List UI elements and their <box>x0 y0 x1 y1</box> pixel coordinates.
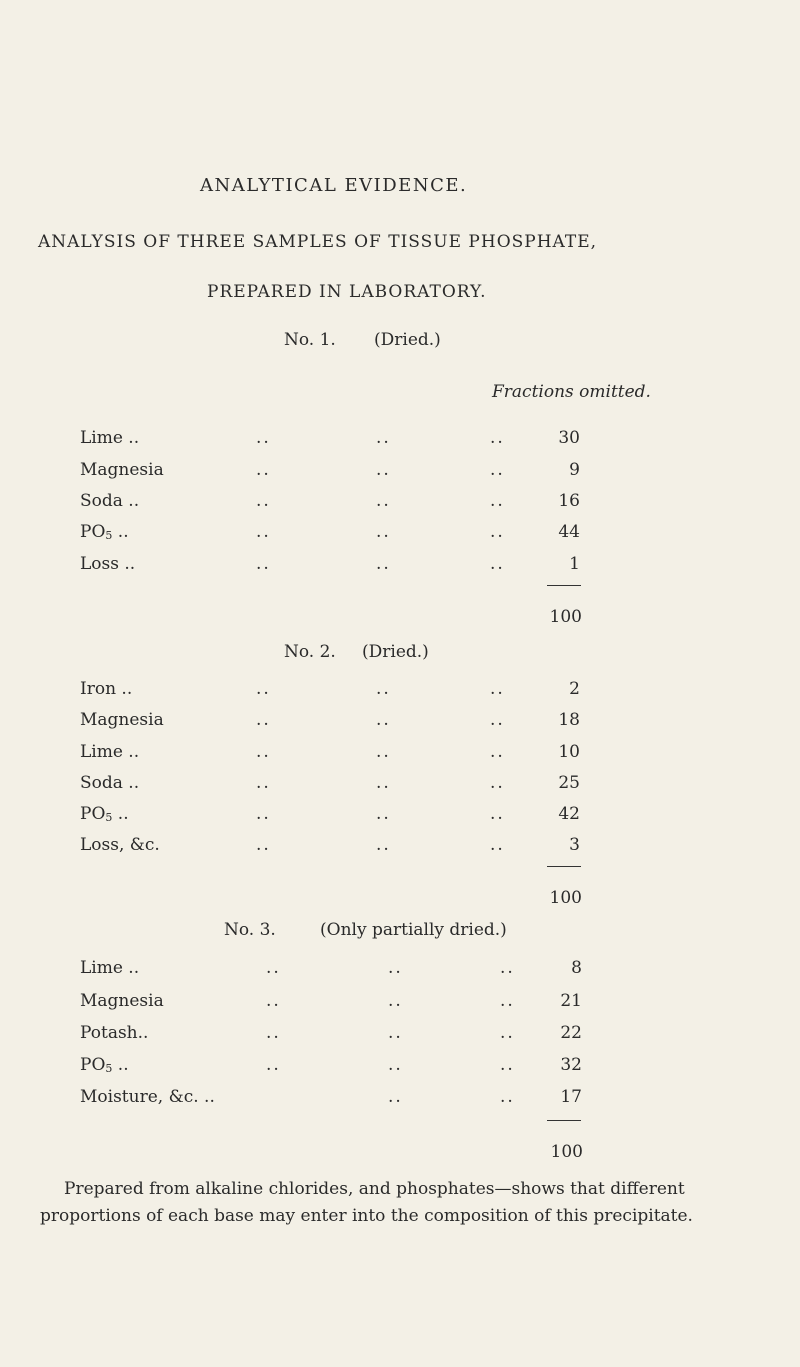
leader-dots: .. <box>256 679 271 699</box>
leader-dots: .. <box>376 679 391 699</box>
row-value: 22 <box>560 1023 582 1043</box>
leader-dots: .. <box>490 773 505 793</box>
row-label: Moisture, &c. .. <box>80 1087 215 1107</box>
row-label: Magnesia <box>80 991 164 1011</box>
leader-dots: .. <box>256 522 271 542</box>
leader-dots: .. <box>490 491 505 511</box>
leader-dots: .. <box>500 991 515 1011</box>
footer-note: Prepared from alkaline chlorides, and phosphates—shows that different proportions of each base may enter into the composition of this precipitate. <box>40 1179 693 1226</box>
leader-dots: .. <box>256 460 271 480</box>
leader-dots: .. <box>490 460 505 480</box>
row-label: $PO_5$ .. <box>80 1055 129 1075</box>
row-value: 3 <box>569 835 580 855</box>
sum-rule <box>547 585 581 586</box>
sample-3-number: No. 3. <box>224 920 276 940</box>
row-value: 30 <box>558 428 580 448</box>
sum-rule <box>547 1120 581 1121</box>
leader-dots: .. <box>376 773 391 793</box>
leader-dots: .. <box>490 804 505 824</box>
leader-dots: .. <box>266 1055 281 1075</box>
fractions-note: Fractions omitted. <box>492 382 651 402</box>
leader-dots: .. <box>500 1055 515 1075</box>
sample-2-number: No. 2. <box>284 642 336 662</box>
leader-dots: .. <box>256 710 271 730</box>
row-value: 18 <box>558 710 580 730</box>
leader-dots: .. <box>500 1023 515 1043</box>
row-value: 21 <box>560 991 582 1011</box>
row-label: Lime .. <box>80 958 140 978</box>
row-label: $PO_5$ .. <box>80 522 129 542</box>
sum-rule <box>547 866 581 867</box>
page-title: ANALYTICAL EVIDENCE. <box>200 175 468 196</box>
leader-dots: .. <box>256 773 271 793</box>
leader-dots: .. <box>376 804 391 824</box>
row-value: 16 <box>558 491 580 511</box>
sample-3-condition: (Only partially dried.) <box>320 920 507 940</box>
leader-dots: .. <box>376 522 391 542</box>
leader-dots: .. <box>490 835 505 855</box>
row-value: 10 <box>558 742 580 762</box>
row-label: Soda .. <box>80 773 140 793</box>
leader-dots: .. <box>388 991 403 1011</box>
leader-dots: .. <box>256 554 271 574</box>
sample-total: 100 <box>550 1142 583 1162</box>
leader-dots: .. <box>266 1023 281 1043</box>
row-value: 44 <box>558 522 580 542</box>
row-label: Loss, &c. <box>80 835 160 855</box>
sample-2-condition: (Dried.) <box>362 642 429 662</box>
row-label: Iron .. <box>80 679 133 699</box>
leader-dots: .. <box>490 710 505 730</box>
leader-dots: .. <box>388 1023 403 1043</box>
leader-dots: .. <box>490 554 505 574</box>
leader-dots: .. <box>256 835 271 855</box>
leader-dots: .. <box>266 958 281 978</box>
leader-dots: .. <box>256 428 271 448</box>
row-value: 42 <box>558 804 580 824</box>
leader-dots: .. <box>500 1087 515 1107</box>
leader-dots: .. <box>376 742 391 762</box>
leader-dots: .. <box>388 1087 403 1107</box>
leader-dots: .. <box>376 710 391 730</box>
sample-1-condition: (Dried.) <box>374 330 441 350</box>
leader-dots: .. <box>490 428 505 448</box>
sample-total: 100 <box>549 607 582 627</box>
row-value: 17 <box>560 1087 582 1107</box>
leader-dots: .. <box>376 428 391 448</box>
row-value: 9 <box>569 460 580 480</box>
leader-dots: .. <box>490 522 505 542</box>
row-label: Soda .. <box>80 491 140 511</box>
leader-dots: .. <box>376 460 391 480</box>
leader-dots: .. <box>388 1055 403 1075</box>
subtitle-line-2: PREPARED IN LABORATORY. <box>207 282 487 302</box>
leader-dots: .. <box>256 742 271 762</box>
leader-dots: .. <box>256 491 271 511</box>
leader-dots: .. <box>500 958 515 978</box>
row-label: Potash.. <box>80 1023 149 1043</box>
leader-dots: .. <box>376 554 391 574</box>
row-label: $PO_5$ .. <box>80 804 129 824</box>
row-label: Lime .. <box>80 742 140 762</box>
sample-1-number: No. 1. <box>284 330 336 350</box>
row-value: 8 <box>571 958 582 978</box>
leader-dots: .. <box>376 835 391 855</box>
leader-dots: .. <box>256 804 271 824</box>
row-value: 1 <box>569 554 580 574</box>
row-value: 25 <box>558 773 580 793</box>
row-label: Loss .. <box>80 554 136 574</box>
sample-total: 100 <box>549 888 582 908</box>
leader-dots: .. <box>490 742 505 762</box>
row-label: Magnesia <box>80 710 164 730</box>
leader-dots: .. <box>266 991 281 1011</box>
row-value: 32 <box>560 1055 582 1075</box>
row-value: 2 <box>569 679 580 699</box>
leader-dots: .. <box>490 679 505 699</box>
leader-dots: .. <box>388 958 403 978</box>
row-label: Magnesia <box>80 460 164 480</box>
row-label: Lime .. <box>80 428 140 448</box>
leader-dots: .. <box>376 491 391 511</box>
subtitle-line-1: ANALYSIS OF THREE SAMPLES OF TISSUE PHOSPHATE, <box>38 232 598 252</box>
